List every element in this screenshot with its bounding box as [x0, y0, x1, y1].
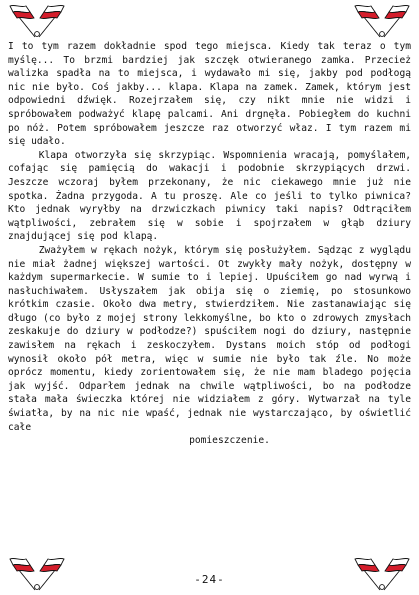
paragraph: Klapa otworzyła się skrzypiąc. Wspomnienia wracają, pomyślałem, cofając się pamięcią do wakacji i podobnie skrzypiących drzwi. Jeszcze wczoraj byłem przekonany, że nic ciekawego mnie już nie spotka. Żadna przygoda. A tu proszę. Ale co jeśli to tylko piwnica? Kto jednak wyryłby na drzwiczkach piwnicy taki napis? Odtrąciłem wątpliwości, zebrałem się w sobie i spojrzałem w głąb dziury znajdującej się pod klapą.: [8, 149, 411, 243]
polish-flags-icon: [4, 4, 70, 38]
body-text: [8, 40, 411, 448]
page-number: -24-: [194, 573, 225, 586]
polish-flags-icon: [349, 4, 415, 38]
paragraph: Zważyłem w rękach nożyk, którym się posłużyłem. Sądząc z wyglądu nie miał żadnej większej wartości. Ot zwykły mały nożyk, dostępny w każdym supermarkecie. W sumie to i lepiej. Upuściłem go nad wyrwą i nasłuchiwałem. Usłyszałem jak obija się o ziemię, po stosunkowo krótkim czasie. Około dwa metry, stwierdziłem. Nie zastanawiając się długo (co było z mojej strony lekkomyślne, bo kto o zdrowych zmysłach zeskakuje do dziury w podłodze?) spuściłem nogi do dziury, następnie zawisłem na rękach i zeskoczyłem. Dystans moich stóp od podłogi wynosił około pół metra, więc w sumie nie było tak źle. No może oprócz momentu, kiedy zorientowałem się, że nie mam bladego pojęcia jak wyjść. Odparłem jednak na chwile wątpliwości, bo na podłodze stała mała świeczka której nie widziałem z góry. Wytwarzał na tyle światła, by na nic nie wpaść, jednak nie wystarczająco, by oświetlić całe: [8, 244, 411, 433]
paragraph: I to tym razem dokładnie spod tego miejsca. Kiedy tak teraz o tym myślę... To brzmi bardziej jak szczęk otwieranego zamka. Przecież walizka spadła na to miejsca, i wydawało mi się, jakby pod podłogą nic nie było. Coś jakby... klapa. Klapa na zamek. Zamek, którym jest odpowiedni dźwięk. Rozejrzałem się, czy nikt mnie nie widzi i spróbowałem podważyć klapę palcami. Ani drgnęła. Pobiegłem do kuchni po nóż. Potem spróbowałem jeszcze raz otworzyć właz. I tym razem mi się udało.: [8, 41, 411, 148]
paragraph-ending: pomieszczenie.: [189, 435, 270, 447]
